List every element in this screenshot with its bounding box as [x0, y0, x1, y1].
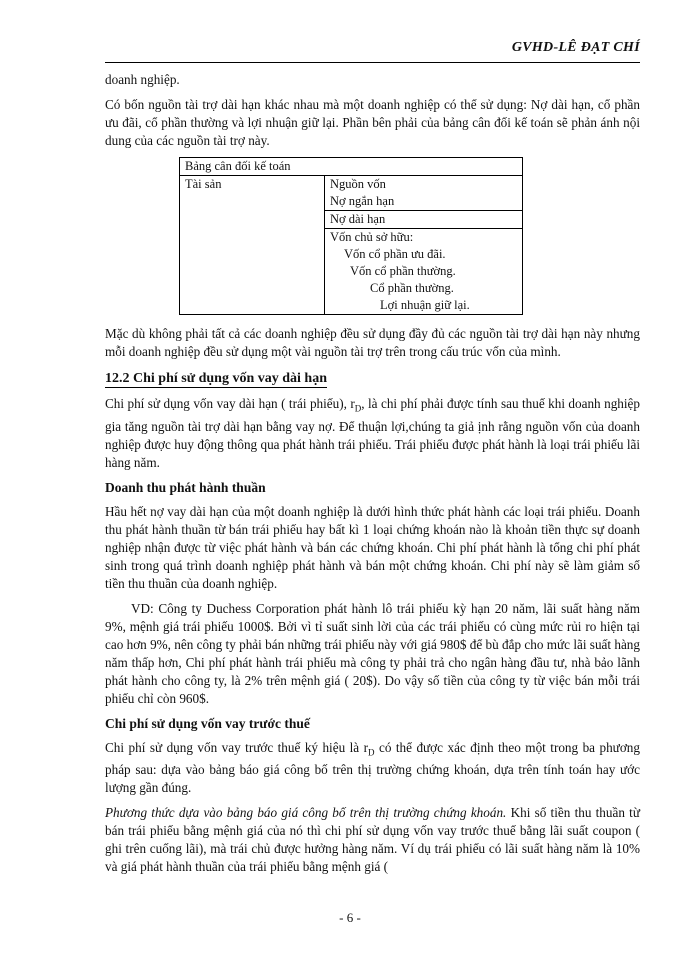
balance-sheet-common-capital: Vốn cổ phần thường.	[350, 264, 456, 278]
balance-sheet-preferred: Vốn cổ phần ưu đãi.	[344, 247, 446, 261]
header-title: GVHD-LÊ ĐẠT CHÍ	[511, 40, 640, 55]
pretax-text-b: có thể được xác định theo một trong ba phương pháp sau: dựa vào bảng báo giá công bố trên thị trường chứng khoán, dựa trên tính toán hay ước lượng gần đúng.	[105, 739, 640, 796]
quote-method-text: Khi số tiền thu thuần từ bán trái phiếu bằng mệnh giá của nó thì chi phí sử dụng vốn vay trước thuế bằng lãi suất coupon ( ghi trên cuống lãi), mà trái chủ được hưởng hàng năm. Ví dụ trái phiếu có lãi suất hàng năm là 10% và giá phát hành thuần của trái phiếu bằng mệnh giá (	[105, 805, 640, 875]
page-content	[105, 71, 640, 883]
balance-sheet-long-debt: Nợ dài hạn	[325, 211, 523, 229]
balance-sheet-sources	[325, 176, 523, 211]
debt-cost-text-a: Chi phí sử dụng vốn vay dài hạn ( trái phiếu), r	[105, 396, 355, 411]
pretax-text-a: Chi phí sử dụng vốn vay trước thuế ký hiệu là r	[105, 739, 368, 755]
balance-sheet-title: Bảng cân đối kế toán	[180, 158, 523, 176]
paragraph-continuation: doanh nghiệp.	[105, 72, 180, 87]
balance-sheet-table	[179, 157, 523, 315]
balance-sheet-short-debt: Nợ ngắn hạn	[330, 194, 395, 208]
balance-sheet-retained: Lợi nhuận giữ lại.	[380, 298, 470, 312]
page-number: - 6 -	[339, 910, 361, 925]
header-rule	[105, 62, 640, 63]
paragraph-net-proceeds: Hầu hết nợ vay dài hạn của một doanh nghiệp là dưới hình thức phát hành các loại trái phiếu. Doanh thu phát hành thuần từ bán trái phiếu hay bất kì 1 loại chứng khoán nào là khoản tiền thực sự doanh nghiệp nhận được từ việc phát hành và bán các chứng khoán. Chi phí phát hành là tổng chi phí phát sinh trong quá trình doanh nghiệp phát hành và bán một chứng khoán. Chi phí này sẽ làm giảm số tiền thu thuần của doanh nghiệp.	[105, 503, 640, 591]
debt-cost-text-b: , là chi phí phải được tính sau thuế khi doanh nghiệp gia tăng nguồn tài trợ dài hạn bằng vay nợ. Để thuận lợi,chúng ta giả ịnh rằng nguồn vốn của doanh nghiệp được huy động thông qua phát hành trái phiếu. Trái phiếu được phát hành là loại trái phiếu lãi hàng năm.	[105, 396, 640, 470]
balance-sheet-sources-label: Nguồn vốn	[330, 177, 386, 191]
balance-sheet-assets: Tài sản	[180, 176, 325, 315]
paragraph-debt-cost	[105, 395, 640, 472]
paragraph-funding-sources: Có bốn nguồn tài trợ dài hạn khác nhau mà một doanh nghiệp có thể sử dụng: Nợ dài hạn, cổ phần ưu đãi, cổ phần thường và lợi nhuận giữ lại. Phần bên phải của bảng cân đối kế toán sẽ phản ánh nội dung của các nguồn tài trợ này.	[105, 97, 640, 148]
subheading-pretax-cost: Chi phí sử dụng vốn vay trước thuế	[105, 715, 310, 731]
debt-cost-subscript: D	[354, 403, 362, 414]
paragraph-capital-structure: Mặc dù không phải tất cả các doanh nghiệp đều sử dụng đầy đủ các nguồn tài trợ dài hạn này nhưng mỗi doanh nghiệp đều sử dụng một vài nguồn tài trợ trên trong cấu trúc vốn của mình.	[105, 326, 640, 359]
balance-sheet-common-stock: Cổ phần thường.	[370, 281, 454, 295]
quote-method-lead: Phương thức dựa vào bảng báo giá công bố trên thị trường chứng khoán.	[105, 805, 507, 821]
section-heading-12-2: 12.2 Chi phí sử dụng vốn vay dài hạn	[105, 371, 327, 386]
paragraph-pretax-methods	[105, 739, 640, 798]
subheading-net-proceeds: Doanh thu phát hành thuần	[105, 479, 266, 495]
balance-sheet-equity	[325, 229, 523, 315]
balance-sheet-equity-label: Vốn chủ sở hữu:	[330, 230, 414, 244]
paragraph-example-duchess: VD: Công ty Duchess Corporation phát hành lô trái phiếu kỳ hạn 20 năm, lãi suất hàng năm 9%, mệnh giá trái phiếu 1000$. Bởi vì tỉ suất sinh lời của các trái phiếu có cùng mức rủi ro hiện tại cao hơn 9%, nên công ty phải bán những trái phiếu này với giá 980$ để bù đắp cho mức lãi suất hàng năm thấp hơn, Chi phí phát hành trái phiếu mà công ty phải trả cho ngân hàng đầu tư, nhà bảo lãnh phát hành cho công ty, là 2% trên mệnh giá ( 20$). Do vậy số tiền của công ty từ việc bán mỗi trái phiếu chỉ còn 960$.	[105, 600, 640, 706]
paragraph-quote-method	[105, 804, 640, 876]
pretax-subscript: D	[368, 747, 375, 758]
